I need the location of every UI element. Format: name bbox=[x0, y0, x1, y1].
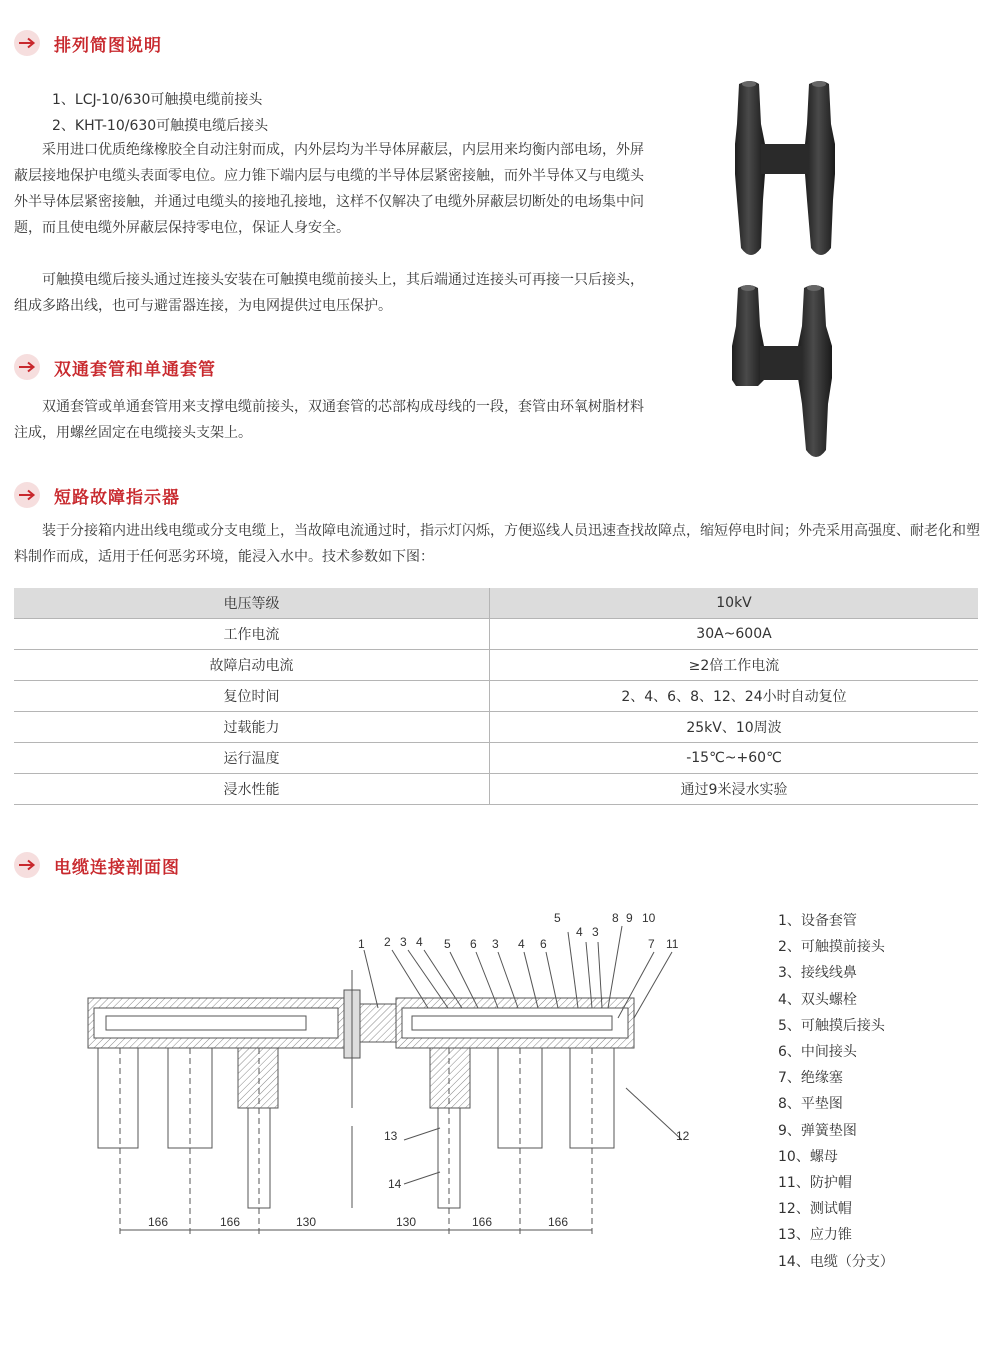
section-title: 排列简图说明 bbox=[54, 35, 162, 56]
table-row bbox=[14, 588, 978, 619]
dimension-label: 166 bbox=[220, 1215, 241, 1229]
param-value-cell: 30A~600A bbox=[490, 619, 979, 650]
part-number-label: 5 bbox=[554, 911, 561, 925]
legend-item: 12、测试帽 bbox=[778, 1201, 852, 1218]
dimension-label: 130 bbox=[296, 1215, 317, 1229]
part-number-label: 4 bbox=[518, 937, 525, 951]
part-number-label: 14 bbox=[388, 1177, 402, 1191]
legend-item: 4、双头螺栓 bbox=[778, 991, 857, 1008]
part-number-label: 10 bbox=[642, 911, 656, 925]
table-row bbox=[14, 743, 978, 774]
legend-item: 10、螺母 bbox=[778, 1148, 838, 1165]
dimension-label: 130 bbox=[396, 1215, 417, 1229]
paragraph: 可触摸电缆后接头通过连接头安装在可触摸电缆前接头上，其后端通过连接头可再接一只后接头，组成多路出线，也可与避雷器连接，为电网提供过电压保护。 bbox=[14, 272, 644, 314]
section-title: 短路故障指示器 bbox=[54, 487, 180, 508]
part-number-label: 13 bbox=[384, 1129, 398, 1143]
param-name-cell: 工作电流 bbox=[14, 619, 490, 650]
part-number-label: 2 bbox=[384, 935, 391, 949]
legend-item: 1、设备套管 bbox=[778, 913, 857, 929]
param-value-cell: ≥2倍工作电流 bbox=[490, 650, 979, 681]
section-heading-layout bbox=[14, 30, 162, 56]
section-title: 电缆连接剖面图 bbox=[54, 857, 180, 878]
part-number-label: 12 bbox=[676, 1129, 690, 1143]
part-number-label: 6 bbox=[470, 937, 477, 951]
legend-item: 2、可触摸前接头 bbox=[778, 939, 885, 956]
rear-connector-image bbox=[728, 282, 840, 464]
arrow-right-icon bbox=[14, 354, 40, 380]
dimension-label: 166 bbox=[548, 1215, 569, 1229]
legend-item: 3、接线线鼻 bbox=[778, 965, 857, 982]
param-value-cell: 10kV bbox=[490, 588, 979, 619]
parameter-table bbox=[14, 588, 978, 805]
param-name-cell: 复位时间 bbox=[14, 681, 490, 712]
dimension-label: 166 bbox=[472, 1215, 493, 1229]
paragraph: 采用进口优质绝缘橡胶全自动注射而成，内外层均为半导体屏蔽层，内层用来均衡内部电场，外屏蔽层接地保护电缆头表面零电位。应力锥下端内层与电缆的半导体层紧密接触，而外半导体又与电缆头外半导体层紧密接触，并通过电缆头的接地孔接地，这样不仅解决了电缆外屏蔽层切断处的电场集中问题，而且使电缆外屏蔽层保持零电位，保证人身安全。 bbox=[14, 142, 644, 236]
section-title: 双通套管和单通套管 bbox=[54, 359, 216, 380]
part-number-label: 11 bbox=[666, 937, 679, 951]
part-number-label: 3 bbox=[492, 937, 499, 951]
legend-item: 9、弹簧垫图 bbox=[778, 1122, 857, 1139]
legend-item: 6、中间接头 bbox=[778, 1044, 857, 1061]
legend-item: 13、应力锥 bbox=[778, 1227, 852, 1244]
arrow-right-icon bbox=[14, 30, 40, 56]
legend-item: 8、平垫图 bbox=[778, 1096, 843, 1113]
part-number-label: 4 bbox=[416, 935, 423, 949]
legend-item: 14、电缆（分支） bbox=[778, 1253, 894, 1270]
paragraph: 双通套管或单通套管用来支撑电缆前接头，双通套管的芯部构成母线的一段，套管由环氧树脂材料注成，用螺丝固定在电缆接头支架上。 bbox=[14, 399, 644, 441]
section-heading-layout bbox=[14, 482, 180, 508]
part-number-label: 1 bbox=[358, 937, 365, 951]
diagram-legend bbox=[778, 908, 894, 1275]
list-item: 2、KHT-10/630可触摸电缆后接头 bbox=[52, 118, 269, 134]
param-value-cell: 通过9米浸水实验 bbox=[490, 774, 979, 805]
part-number-label: 9 bbox=[626, 911, 633, 925]
param-value-cell: 2、4、6、8、12、24小时自动复位 bbox=[490, 681, 979, 712]
table-row bbox=[14, 774, 978, 805]
arrow-right-icon bbox=[14, 482, 40, 508]
param-name-cell: 过载能力 bbox=[14, 712, 490, 743]
list-item: 1、LCJ-10/630可触摸电缆前接头 bbox=[52, 92, 263, 108]
part-number-label: 4 bbox=[576, 925, 583, 939]
param-name-cell: 故障启动电流 bbox=[14, 650, 490, 681]
legend-item: 7、绝缘塞 bbox=[778, 1070, 843, 1087]
part-number-label: 8 bbox=[612, 911, 619, 925]
cable-connection-diagram bbox=[78, 908, 718, 1238]
param-value-cell: -15℃~+60℃ bbox=[490, 743, 979, 774]
param-name-cell: 电压等级 bbox=[14, 588, 490, 619]
part-number-label: 3 bbox=[592, 925, 599, 939]
part-number-label: 3 bbox=[400, 935, 407, 949]
table-row bbox=[14, 650, 978, 681]
front-connector-image bbox=[725, 78, 845, 264]
part-number-label: 7 bbox=[648, 937, 655, 951]
part-number-label: 5 bbox=[444, 937, 451, 951]
table-row bbox=[14, 619, 978, 650]
legend-item: 5、可触摸后接头 bbox=[778, 1017, 885, 1034]
arrow-right-icon bbox=[14, 852, 40, 878]
section-heading-layout bbox=[14, 852, 180, 878]
paragraph: 装于分接箱内进出线电缆或分支电缆上，当故障电流通过时，指示灯闪烁，方便巡线人员迅速查找故障点，缩短停电时间；外壳采用高强度、耐老化和塑料制作而成，适用于任何恶劣环境，能浸入水中。技术参数如下图： bbox=[14, 523, 980, 565]
param-value-cell: 25kV、10周波 bbox=[490, 712, 979, 743]
param-name-cell: 运行温度 bbox=[14, 743, 490, 774]
table-row bbox=[14, 681, 978, 712]
dimension-label: 166 bbox=[148, 1215, 169, 1229]
part-number-label: 6 bbox=[540, 937, 547, 951]
table-row bbox=[14, 712, 978, 743]
section-heading-layout bbox=[14, 354, 216, 380]
legend-item: 11、防护帽 bbox=[778, 1175, 852, 1192]
param-name-cell: 浸水性能 bbox=[14, 774, 490, 805]
